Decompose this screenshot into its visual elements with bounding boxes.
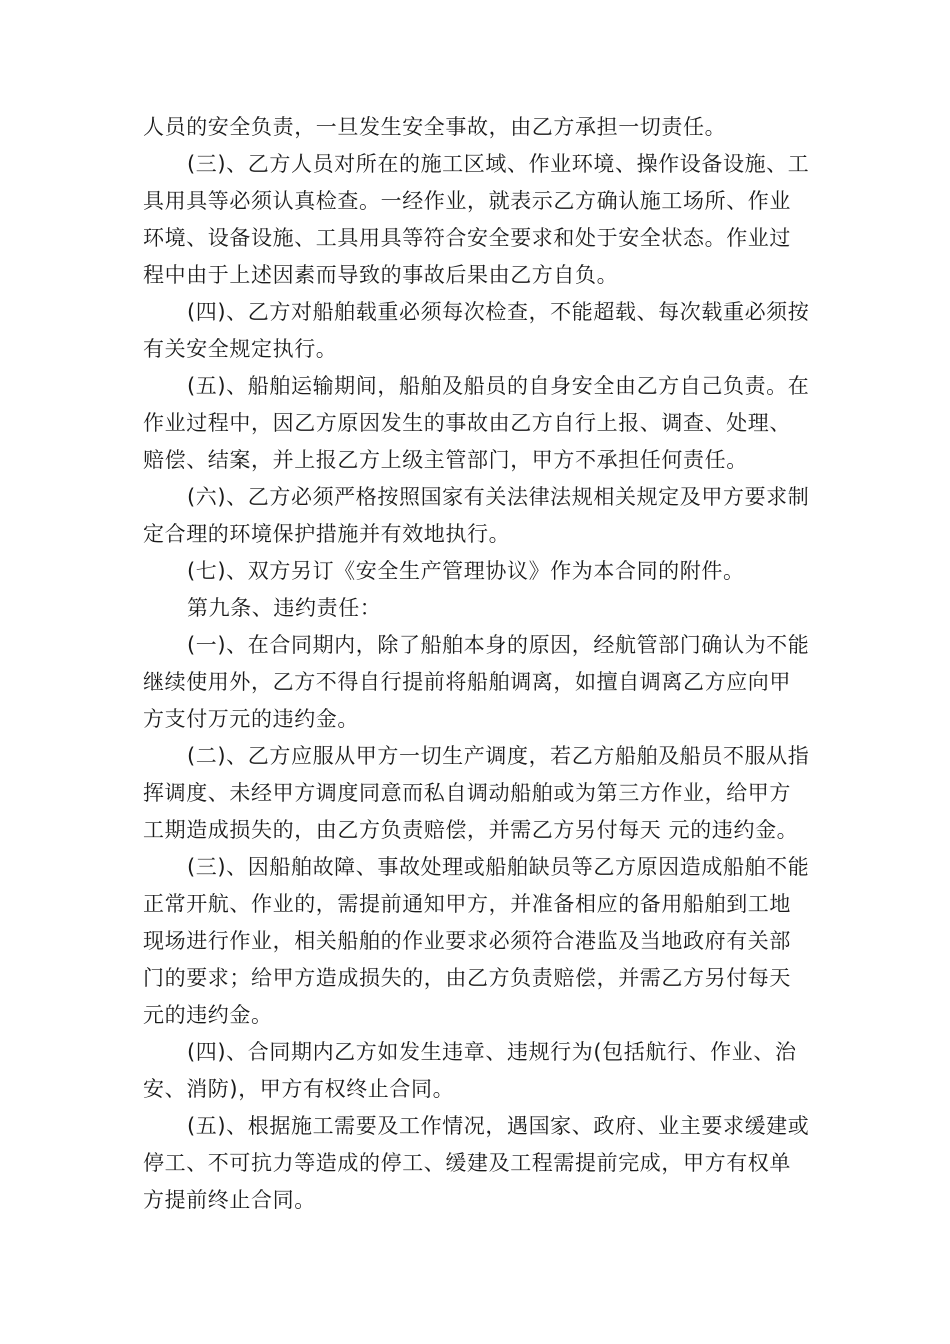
paragraph-line: 赔偿、结案，并上报乙方上级主管部门，甲方不承担任何责任。	[143, 448, 748, 472]
paragraph-first-line: (二)、乙方应服从甲方一切生产调度，若乙方船舶及船员不服从指	[187, 744, 810, 768]
paragraph-first-line: 第九条、违约责任：	[187, 596, 382, 620]
paragraph-line: 有关安全规定执行。	[143, 337, 338, 361]
paragraph-first-line: (四)、合同期内乙方如发生违章、违规行为(包括航行、作业、治	[187, 1040, 797, 1064]
paragraph-first-line: (七)、双方另订《安全生产管理协议》作为本合同的附件。	[187, 559, 745, 583]
contract-body-text	[143, 109, 811, 1219]
paragraph-line: 方提前终止合同。	[143, 1188, 316, 1212]
paragraph-line: 现场进行作业，相关船舶的作业要求必须符合港监及当地政府有关部	[143, 929, 791, 953]
paragraph-line: 挥调度、未经甲方调度同意而私自调动船舶或为第三方作业，给甲方	[143, 781, 791, 805]
paragraph-line: 人员的安全负责，一旦发生安全事故，由乙方承担一切责任。	[143, 115, 727, 139]
paragraph-first-line: (四)、乙方对船舶载重必须每次检查，不能超载、每次载重必须按	[187, 300, 810, 324]
paragraph-line: 继续使用外，乙方不得自行提前将船舶调离，如擅自调离乙方应向甲	[143, 670, 791, 694]
paragraph-first-line: (一)、在合同期内，除了船舶本身的原因，经航管部门确认为不能	[187, 633, 810, 657]
paragraph-first-line: (五)、根据施工需要及工作情况，遇国家、政府、业主要求缓建或	[187, 1114, 810, 1138]
paragraph-line: 具用具等必须认真检查。一经作业，就表示乙方确认施工场所、作业	[143, 189, 791, 213]
paragraph-line: 门的要求；给甲方造成损失的，由乙方负责赔偿，并需乙方另付每天	[143, 966, 791, 990]
paragraph-first-line: (三)、因船舶故障、事故处理或船舶缺员等乙方原因造成船舶不能	[187, 855, 810, 879]
paragraph-line: 方支付万元的违约金。	[143, 707, 359, 731]
paragraph-first-line: (三)、乙方人员对所在的施工区域、作业环境、操作设备设施、工	[187, 152, 810, 176]
paragraph-first-line: (六)、乙方必须严格按照国家有关法律法规相关规定及甲方要求制	[187, 485, 810, 509]
paragraph-line: 正常开航、作业的，需提前通知甲方，并准备相应的备用船舶到工地	[143, 892, 791, 916]
paragraph-line: 程中由于上述因素而导致的事故后果由乙方自负。	[143, 263, 619, 287]
paragraph-first-line: (五)、船舶运输期间，船舶及船员的自身安全由乙方自己负责。在	[187, 374, 810, 398]
paragraph-line: 作业过程中，因乙方原因发生的事故由乙方自行上报、调查、处理、	[143, 411, 791, 435]
paragraph-line: 环境、设备设施、工具用具等符合安全要求和处于安全状态。作业过	[143, 226, 791, 250]
paragraph-line: 安、消防)，甲方有权终止合同。	[143, 1077, 455, 1101]
paragraph-line: 元的违约金。	[143, 1003, 273, 1027]
paragraph-line: 停工、不可抗力等造成的停工、缓建及工程需提前完成，甲方有权单	[143, 1151, 791, 1175]
paragraph-line: 定合理的环境保护措施并有效地执行。	[143, 522, 511, 546]
paragraph-line: 工期造成损失的，由乙方负责赔偿，并需乙方另付每天 元的违约金。	[143, 818, 799, 842]
